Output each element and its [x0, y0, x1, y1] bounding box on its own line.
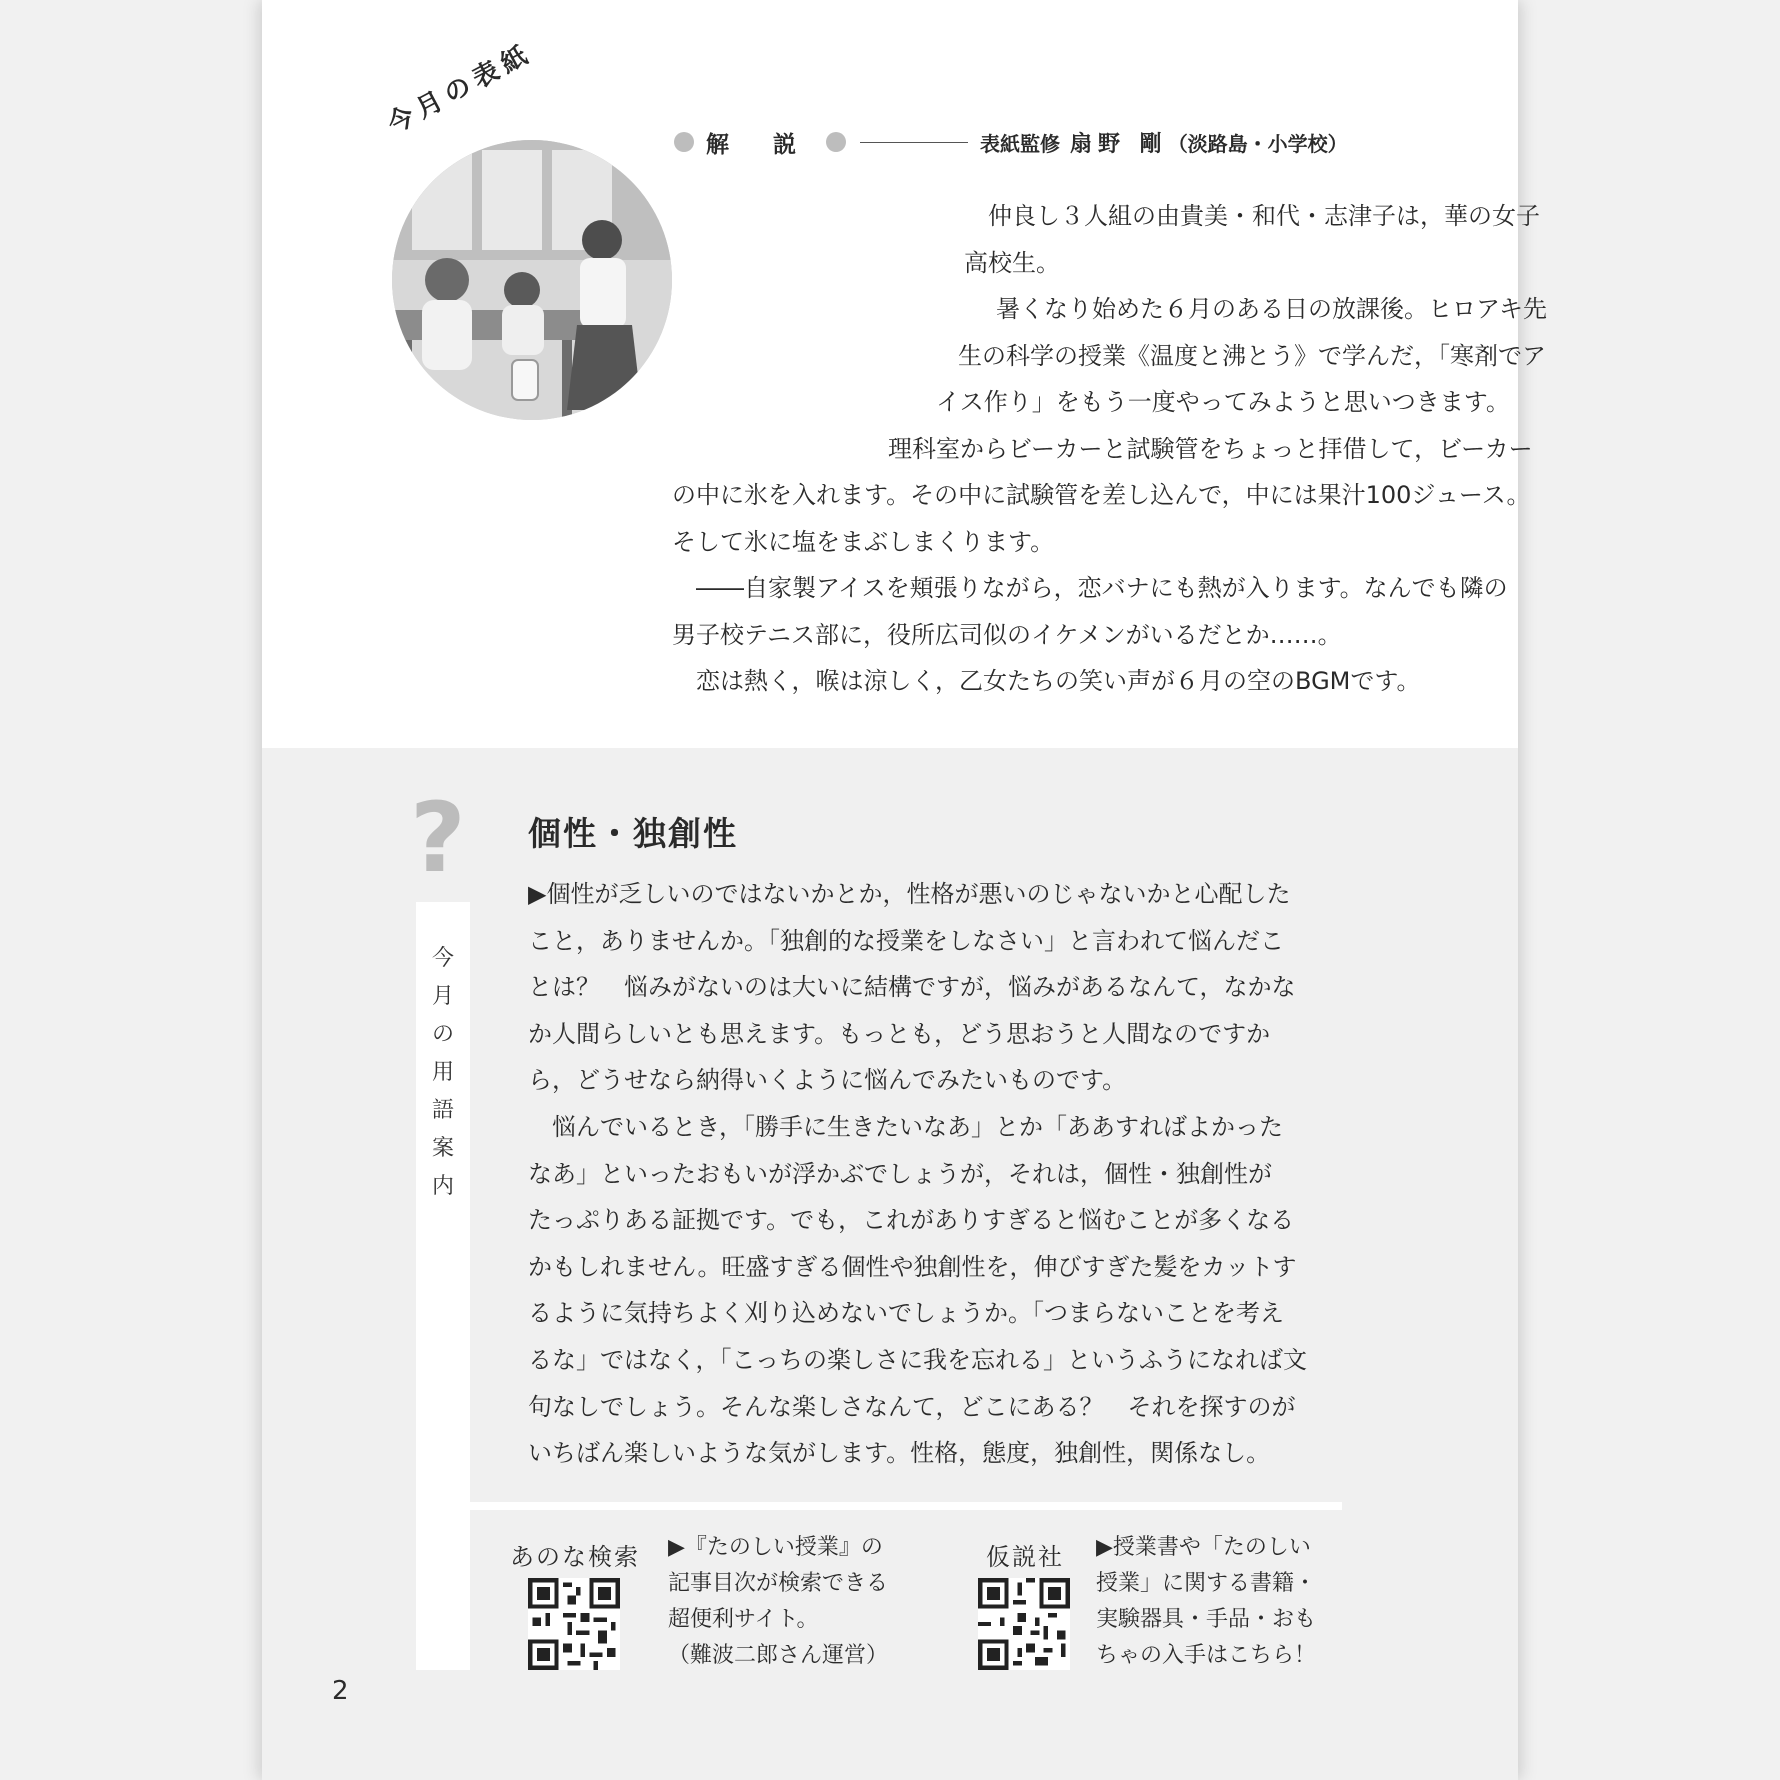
text-line: るように気持ちよく刈り込めないでしょうか。「つまらないことを考え	[528, 1299, 1284, 1328]
supervisor-name: 扇野 剛	[1070, 131, 1168, 157]
cover-illustration	[392, 140, 672, 420]
text-line: イス作り」をもう一度やってみようと思いつきます。	[936, 388, 1510, 416]
desc-line: （難波二郎さん運営）	[668, 1643, 889, 1668]
label-char: 案	[431, 1136, 454, 1161]
footer-divider	[470, 1502, 1342, 1510]
header-divider	[860, 142, 968, 143]
text-line: こと，ありませんか。「独創的な授業をしなさい」と言われて悩んだこ	[528, 926, 1284, 955]
label-char: 語	[431, 1098, 454, 1123]
publisher-description	[1096, 1530, 1316, 1674]
desc-line: 実験器具・手品・おも	[1096, 1607, 1317, 1632]
desc-line: ▶『たのしい授業』の	[668, 1535, 883, 1560]
question-mark-icon: ?	[410, 782, 466, 894]
bullet-dot-icon	[826, 132, 846, 152]
publisher-label: 仮説社	[986, 1543, 1064, 1571]
text-line: 高校生。	[964, 248, 1060, 277]
text-line: ら，どうせなら納得いくように悩んでみたいものです。	[528, 1066, 1127, 1095]
text-line: 句なしでしょう。そんな楽しさなんて，どこにある？ それを探すのが	[528, 1392, 1296, 1421]
text-line: 仲良し３人組の由貴美・和代・志津子は，華の女子	[988, 202, 1540, 230]
text-line: とは？ 悩みがないのは大いに結構ですが，悩みがあるなんて，なかな	[528, 973, 1296, 1002]
search-site-label: あのな検索	[510, 1543, 640, 1571]
cover-explanation-header	[674, 124, 1604, 160]
page-number: 2	[332, 1676, 349, 1706]
text-line: か人間らしいとも思えます。もっとも，どう思おうと人間なのですか	[528, 1019, 1271, 1048]
text-line: 理科室からビーカーと試験管をちょっと拝借して，ビーカー	[888, 434, 1533, 463]
desc-line: ちゃの入手はこちら！	[1096, 1643, 1317, 1668]
desc-line: 超便利サイト。	[668, 1607, 819, 1632]
supervisor-label: 表紙監修	[980, 131, 1061, 156]
text-line: 恋は熱く，喉は涼しく，乙女たちの笑い声が６月の空のBGMです。	[696, 667, 1421, 695]
label-char: の	[431, 1022, 454, 1047]
publisher-qr-code-icon[interactable]	[978, 1578, 1070, 1670]
text-line: そして氷に塩をまぶしまくります。	[672, 527, 1055, 556]
page	[262, 0, 1548, 1780]
text-line: 男子校テニス部に，役所広司似のイケメンがいるだとか……。	[672, 620, 1342, 649]
text-line: ▶個性が乏しいのではないかとか，性格が悪いのじゃないかと心配した	[528, 880, 1291, 908]
text-line: の中に氷を入れます。その中に試験管を差し込んで，中には果汁100ジュース。	[672, 481, 1531, 509]
text-line: ――自家製アイスを頬張りながら，恋バナにも熱が入ります。なんでも隣の	[696, 574, 1508, 602]
desc-line: 記事目次が検索できる	[668, 1571, 889, 1596]
search-site-description	[668, 1530, 888, 1674]
text-line: なあ」といったおもいが浮かぶでしょうが，それは，個性・独創性が	[528, 1159, 1272, 1188]
desc-line: 授業」に関する書籍・	[1096, 1571, 1317, 1596]
label-char: 用	[431, 1060, 454, 1085]
glossary-title: 個性・独創性	[528, 814, 738, 853]
glossary-vertical-label	[416, 940, 470, 1206]
text-line: 悩んでいるとき，「勝手に生きたいなあ」とか「ああすればよかった	[552, 1112, 1284, 1141]
bullet-dot-icon	[674, 132, 694, 152]
label-char: 内	[431, 1174, 454, 1199]
glossary-text	[528, 871, 1458, 1477]
supervisor-affiliation: （淡路島・小学校）	[1167, 131, 1348, 156]
cover-section	[262, 0, 1548, 748]
text-line: かもしれません。旺盛すぎる個性や独創性を，伸びすぎた髪をカットす	[528, 1252, 1297, 1281]
text-line: 暑くなり始めた６月のある日の放課後。ヒロアキ先	[996, 295, 1548, 323]
desc-line: ▶授業書や「たのしい	[1096, 1535, 1311, 1560]
explanation-title: 解 説	[706, 131, 815, 158]
text-line: るな」ではなく，「こっちの楽しさに我を忘れる」というふうになれば文	[528, 1345, 1308, 1374]
text-line: 生の科学の授業《温度と沸とう》で学んだ，「寒剤でア	[958, 341, 1546, 370]
text-line: たっぷりある証拠です。でも，これがありすぎると悩むことが多くなる	[528, 1206, 1295, 1235]
text-line: いちばん楽しいような気がします。性格，態度，独創性，関係なし。	[528, 1439, 1271, 1468]
search-qr-code-icon[interactable]	[528, 1578, 620, 1670]
cover-explanation-text	[672, 193, 1592, 705]
cover-section-label: 今月の表紙	[382, 38, 539, 140]
label-char: 月	[431, 984, 454, 1009]
glossary-sidebar	[416, 902, 470, 1670]
label-char: 今	[431, 946, 454, 971]
